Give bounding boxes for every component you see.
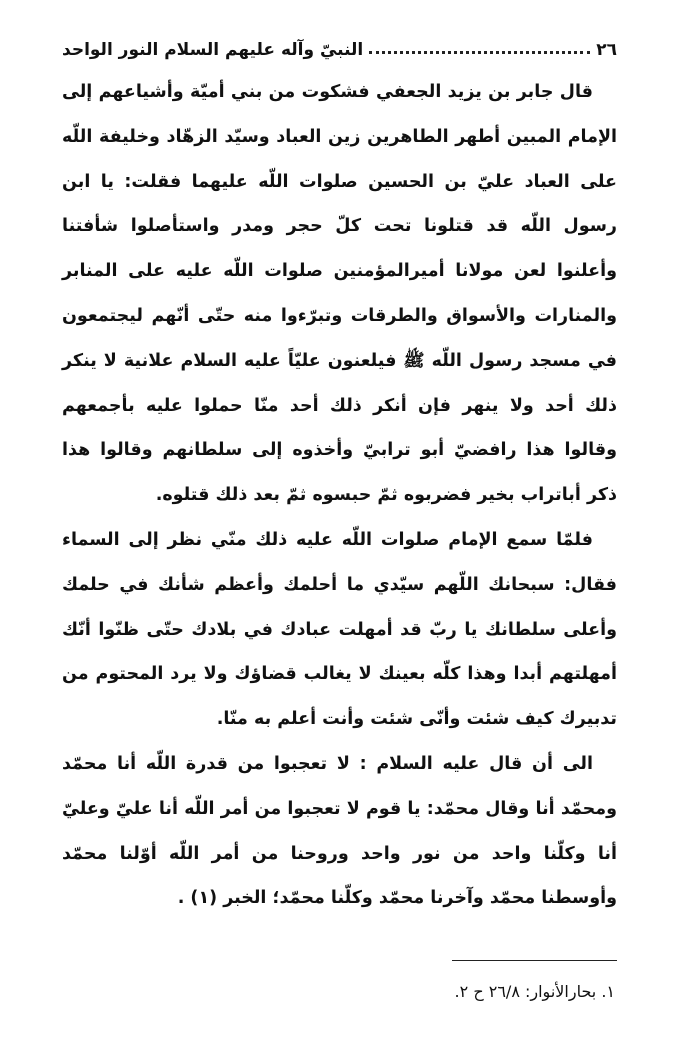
page-number: ٢٦ [596, 40, 617, 60]
footnote-divider [452, 960, 617, 961]
paragraph-1: قال جابر بن يزيد الجعفي فشكوت من بني أميّة وأشياعهم إلى الإمام المبين أطهر الطاهرين زين العباد وسيّد الزهّاد وخليفة اللّه على العباد عليّ بن الحسين صلوات اللّه عليهما فقلت: يا ابن رسول اللّه قد قتلونا تحت كلّ حجر ومدر واستأصلوا شأفتنا وأعلنوا لعن مولانا أميرالمؤمنين صلوات اللّه عليه على المنابر والمنارات والأسواق والطرقات وتبرّءوا منه حتّى أنّهم ليجتمعون في مسجد رسول اللّه ﷺ فيلعنون عليّاً عليه السلام علانية لا ينكر ذلك أحد ولا ينهر فإن أنكر ذلك أحد منّا حملوا عليه بأجمعهم وقالوا هذا رافضيّ أبو ترابيّ وأخذوه إلى سلطانهم وقالوا هذا ذكر أباتراب بخير فضربوه ثمّ حبسوه ثمّ بعد ذلك قتلوه. [62, 82, 617, 506]
paragraph-2: فلمّا سمع الإمام صلوات اللّه عليه ذلك منّي نظر إلى السماء فقال: سبحانك اللّهم سيّدي ما أحلمك وأعظم شأنك في حلمك وأعلى سلطانك يا ربّ قد أمهلت عبادك في بلادك حتّى ظنّوا أنّك أمهلتهم أبدا وهذا كلّه بعينك لا يغالب قضاؤك ولا يرد المحتوم من تدبيرك كيف شئت وأنّى شئت وأنت أعلم به منّا. [62, 529, 617, 730]
main-text [62, 70, 617, 921]
paragraph-3: الى أن قال عليه السلام : لا تعجبوا من قدرة اللّه أنا محمّد ومحمّد أنا وقال محمّد: يا قوم لا تعجبوا من أمر اللّه أنا عليّ وعليّ أنا وكلّنا واحد من نور واحد وروحنا من أمر اللّه أوّلنا محمّد وأوسطنا محمّد وآخرنا محمّد وكلّنا محمّد؛ الخبر (١) . [62, 753, 617, 909]
running-title: النبيّ وآله عليهم السلام النور الواحد [62, 40, 364, 60]
footnote: ١. بحارالأنوار: ٢٦/٨ ح ٢. [454, 982, 615, 1001]
dot-leader [369, 50, 590, 54]
running-header [62, 30, 617, 60]
